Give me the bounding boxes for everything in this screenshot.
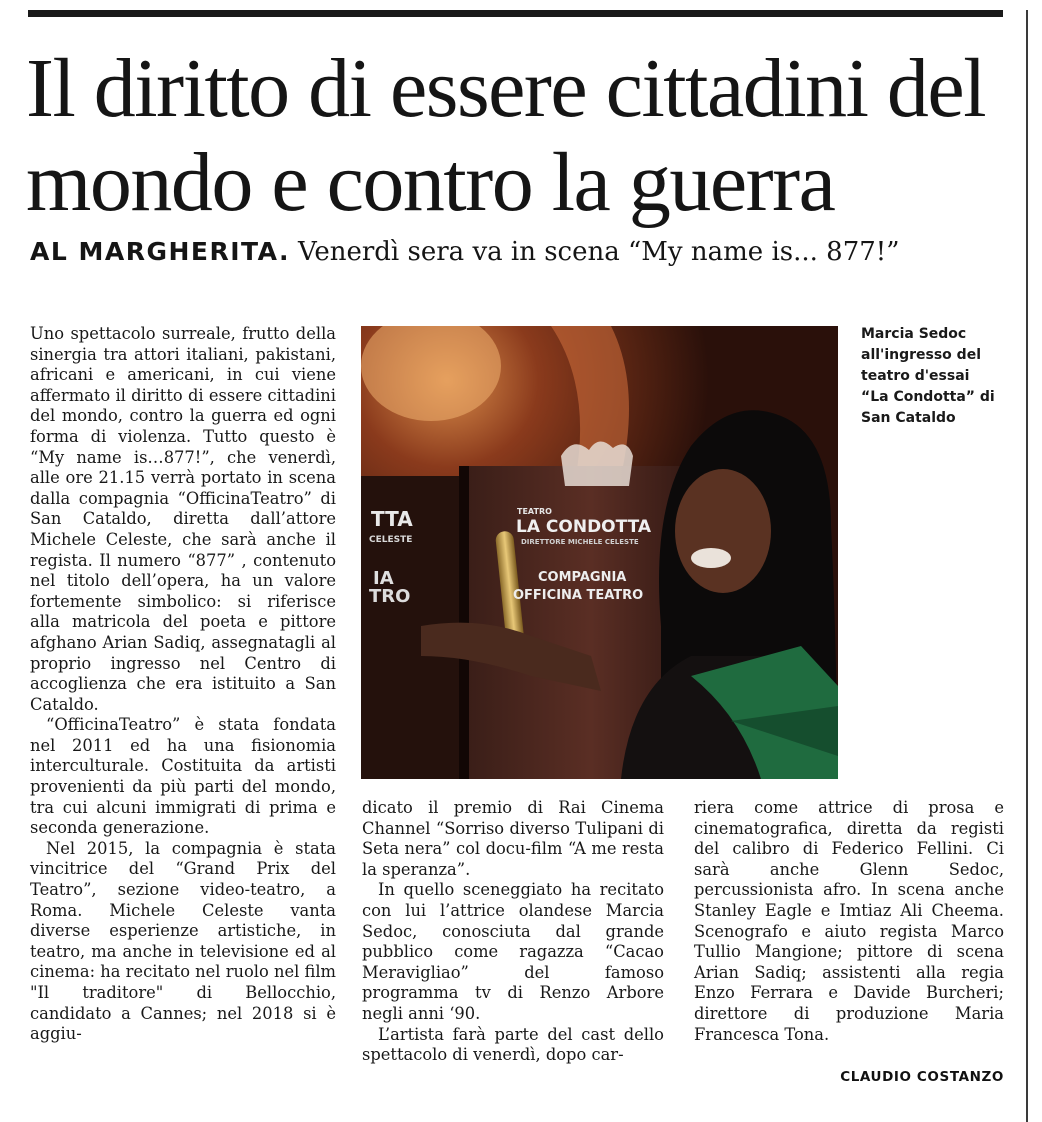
article-photo (361, 326, 838, 779)
article-column-2 (362, 798, 664, 1066)
subheadline (30, 232, 1020, 272)
paragraph: In quello sceneggiato ha recitato con lui l’attrice olandese Marcia Sedoc, conosciuta dal grande pubblico come ragazza “Cacao Meravigliao” del famoso programma tv di Renzo Arbore negli anni ‘90. (362, 880, 664, 1023)
subhead-kicker: AL MARGHERITA. (30, 237, 290, 266)
photo-illustration (361, 326, 838, 779)
subhead-text: Venerdì sera va in scena “My name is... 877!” (297, 237, 900, 267)
photo-sign-text: TRO (369, 586, 411, 607)
paragraph: Uno spettacolo surreale, frutto della sinergia tra attori italiani, pakistani, africani e americani, in cui viene affermato il diritto di essere cittadini del mondo, contro la guerra ed ogni forma di violenza. Tutto questo è “My name is…877!”, che venerdì, alle ore 21.15 verrà portato in scena dalla compagnia “OfficinaTeatro” di San Cataldo, diretta dall’attore Michele Celeste, che sarà anche il regista. Il numero “877” , contenuto nel titolo dell’opera, ha un valore fortemente simbolico: si riferisce alla matricola del poeta e pittore afghano Arian Sadiq, assegnatagli al proprio ingresso nel Centro di accoglienza che era istituito a San Cataldo. (30, 324, 336, 714)
photo-sign-text: LA CONDOTTA (516, 517, 652, 537)
article-column-1 (30, 324, 336, 1045)
article-column-3 (694, 798, 1004, 1045)
photo-sign-text: TEATRO (517, 507, 552, 516)
top-rule (28, 10, 1003, 17)
photo-sign-text: COMPAGNIA (538, 570, 627, 585)
paragraph: riera come attrice di prosa e cinematografica, diretta da registi del calibro di Federico Fellini. Ci sarà anche Glenn Sedoc, percussionista afro. In scena anche Stanley Eagle e Imtiaz Ali Cheema. Scenografo e aiuto regista Marco Tullio Mangione; pittore di scena Arian Sadiq; assistenti alla regia Enzo Ferrara e Davide Burcheri; direttore di produzione Maria Francesca Tona. (694, 798, 1004, 1044)
paragraph: “OfficinaTeatro” è stata fondata nel 2011 ed ha una fisionomia interculturale. Costituita da artisti provenienti da più parti del mondo, tra cui alcuni immigrati di prima e seconda generazione. (30, 715, 336, 838)
photo-caption: Marcia Sedoc all'ingresso del teatro d'essai “La Condotta” di San Cataldo (861, 326, 995, 426)
headline: Il diritto di essere cittadini del mondo e contro la guerra (26, 42, 986, 229)
photo-sign-text: IA (373, 568, 394, 589)
paragraph: L’artista farà parte del cast dello spettacolo di venerdì, dopo car- (362, 1024, 664, 1065)
byline: CLAUDIO COSTANZO (840, 1069, 1004, 1085)
photo-sign-text: DIRETTORE MICHELE CELESTE (521, 538, 639, 546)
paragraph: Nel 2015, la compagnia è stata vincitrice del “Grand Prix del Teatro”, sezione video-teatro, a Roma. Michele Celeste vanta diverse esperienze artistiche, in teatro, ma anche in televisione ed al cinema: ha recitato nel ruolo nel film "Il traditore" di Bellocchio, candidato a Cannes; nel 2018 si è aggiu- (30, 838, 336, 1044)
photo-sign-text: TTA (371, 507, 413, 531)
column-divider (1026, 10, 1028, 1122)
photo-sign-text: CELESTE (369, 535, 413, 545)
paragraph: dicato il premio di Rai Cinema Channel “Sorriso diverso Tulipani di Seta nera” col docu-film “A me resta la speranza”. (362, 798, 664, 879)
photo-sign-text: OFFICINA TEATRO (513, 588, 644, 603)
